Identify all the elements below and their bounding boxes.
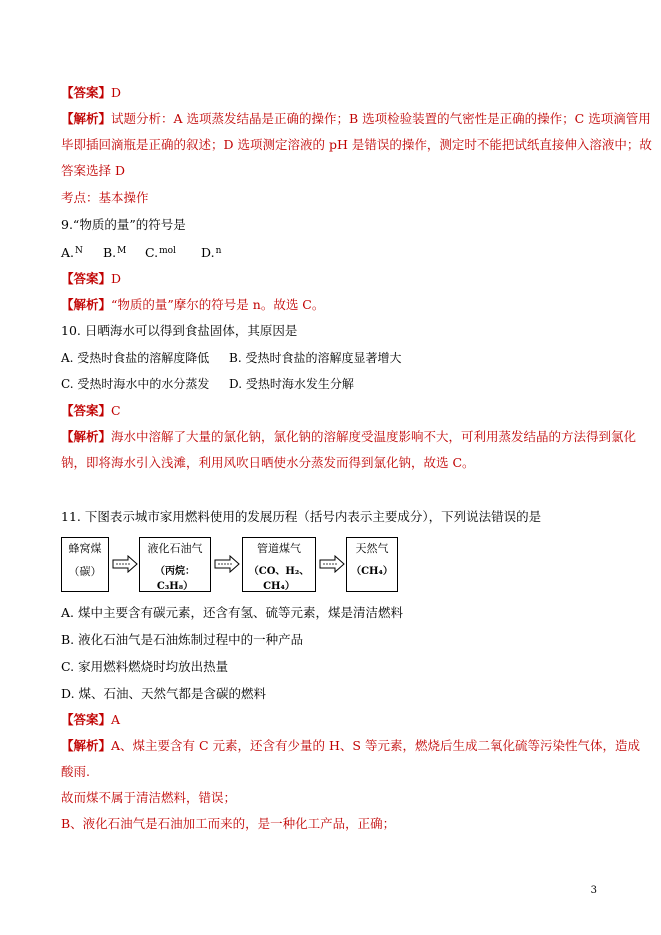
diagram-box-lpg <box>139 537 211 592</box>
diagram-box-natural-gas <box>346 537 398 592</box>
arrow-icon <box>112 555 138 573</box>
analysis-tag: 【解析】 <box>61 297 112 312</box>
analysis-text: 试题分析：A 选项蒸发结晶是正确的操作；B 选项检验装置的气密性是正确的操作；C 选项滴管用 <box>111 111 651 126</box>
answer-tag: 【答案】 <box>61 403 112 418</box>
answer-tag: 【答案】 <box>61 712 112 727</box>
q9-stem: 9.“物质的量”的符号是 <box>61 217 186 232</box>
q11-analysis-line-4: B、液化石油气是石油加工而来的，是一种化工产品，正确； <box>61 816 396 831</box>
analysis-text: A、煤主要含有 C 元素，还含有少量的 H、S 等元素，燃烧后生成二氧化硫等污染性气体，造成 <box>111 738 640 753</box>
analysis-tag: 【解析】 <box>61 429 112 444</box>
q8-kaodian: 考点：基本操作 <box>61 190 149 205</box>
q10-options-row-1 <box>61 349 401 367</box>
analysis-tag: 【解析】 <box>61 738 112 753</box>
q8-analysis-line-1 <box>61 110 651 128</box>
analysis-text: “物质的量”摩尔的符号是 n。故选 C。 <box>111 297 325 312</box>
arrow-icon <box>214 555 240 573</box>
q11-analysis-line-2: 酸雨. <box>61 764 90 779</box>
box-name: 液化石油气 <box>147 542 203 555</box>
analysis-text: 海水中溶解了大量的氯化钠，氯化钠的溶解度受温度影响不大，可利用蒸发结晶的方法得到氯化 <box>111 429 637 444</box>
box-name: 蜂窝煤 <box>68 542 102 555</box>
q10-option-c: C. 受热时海水中的水分蒸发 <box>61 377 210 391</box>
q11-stem: 11. 下图表示城市家用燃料使用的发展历程（括号内表示主要成分），下列说法错误的是 <box>61 509 542 524</box>
q10-options-row-2 <box>61 375 354 393</box>
q11-answer <box>61 711 120 729</box>
box-name: 天然气 <box>355 542 389 555</box>
q11-option-d: D. 煤、石油、天然气都是含碳的燃料 <box>61 686 267 701</box>
q8-analysis-line-2: 毕即插回滴瓶是正确的叙述；D 选项测定溶液的 pH 是错误的操作，测定时不能把试纸直接伸入溶液中；故 <box>61 137 652 152</box>
option-label: A. <box>61 245 75 260</box>
q10-stem: 10. 日晒海水可以得到食盐固体，其原因是 <box>61 323 298 338</box>
q10-option-d: D. 受热时海水发生分解 <box>229 377 354 391</box>
option-label: C. <box>145 245 159 260</box>
q11-analysis-line-1 <box>61 737 640 755</box>
box-composition: （丙烷：C₃H₈） <box>155 566 195 592</box>
q9-options <box>61 244 221 264</box>
q10-option-a: A. 受热时食盐的溶解度降低 <box>61 351 210 365</box>
q9-option-a <box>61 244 103 264</box>
option-label: B. <box>103 245 117 260</box>
q9-analysis <box>61 296 324 314</box>
analysis-tag: 【解析】 <box>61 111 112 126</box>
q10-answer <box>61 402 121 420</box>
q9-option-c <box>145 244 201 264</box>
answer-tag: 【答案】 <box>61 271 112 286</box>
diagram-box-pipeline-gas <box>242 537 316 592</box>
q9-option-b <box>103 244 145 264</box>
q10-analysis-line-1 <box>61 428 636 446</box>
box-composition: （CH₄） <box>351 566 393 577</box>
answer-value: D <box>111 85 122 100</box>
option-symbol: N <box>75 246 83 256</box>
answer-tag: 【答案】 <box>61 85 112 100</box>
q11-analysis-line-3: 故而煤不属于清洁燃料，错误； <box>61 790 237 805</box>
answer-value: C <box>111 403 121 418</box>
option-symbol: n <box>215 246 222 256</box>
q10-analysis-line-2: 钠，即将海水引入浅滩，利用风吹日晒使水分蒸发而得到氯化钠，故选 C。 <box>61 455 475 470</box>
answer-value: D <box>111 271 122 286</box>
q8-answer <box>61 84 121 102</box>
diagram-box-honeycomb-coal <box>61 537 109 592</box>
box-composition: （CO、H₂、CH₄） <box>248 566 310 592</box>
q11-option-c: C. 家用燃料燃烧时均放出热量 <box>61 659 229 674</box>
option-label: D. <box>201 245 215 260</box>
q9-answer <box>61 270 121 288</box>
q9-option-d <box>201 244 221 264</box>
q8-analysis-line-3: 答案选择 D <box>61 163 125 178</box>
box-composition: （碳） <box>68 565 102 578</box>
q11-option-b: B. 液化石油气是石油炼制过程中的一种产品 <box>61 632 304 647</box>
box-name: 管道煤气 <box>257 542 301 555</box>
option-symbol: M <box>117 246 127 256</box>
option-symbol: mol <box>159 246 176 256</box>
arrow-icon <box>319 555 345 573</box>
q10-option-b: B. 受热时食盐的溶解度显著增大 <box>229 351 402 365</box>
q11-option-a: A. 煤中主要含有碳元素，还含有氢、硫等元素，煤是清洁燃料 <box>61 605 403 620</box>
page-number: 3 <box>590 885 597 896</box>
answer-value: A <box>111 712 121 727</box>
